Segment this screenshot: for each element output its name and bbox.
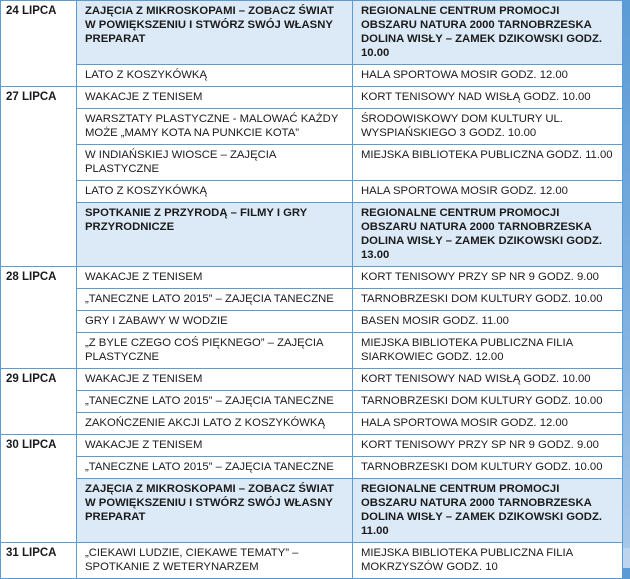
place-cell: TARNOBRZESKI DOM KULTURY GODZ. 10.00 xyxy=(353,457,623,479)
event-cell: GRY I ZABAWY W WODZIE xyxy=(77,311,353,333)
event-cell: WAKACJE Z TENISEM xyxy=(77,369,353,391)
date-cell: 27 LIPCA xyxy=(1,87,77,267)
event-cell: „TANECZNE LATO 2015” – ZAJĘCIA TANECZNE xyxy=(77,391,353,413)
place-cell: HALA SPORTOWA MOSIR GODZ. 12.00 xyxy=(353,413,623,435)
event-cell: ZAJĘCIA Z MIKROSKOPAMI – ZOBACZ ŚWIAT W POWIĘKSZENIU I STWÓRZ SWÓJ WŁASNY PREPARAT xyxy=(77,1,353,65)
event-cell: SPOTKANIE Z PRZYRODĄ – FILMY I GRY PRZYRODNICZE xyxy=(77,203,353,267)
place-cell: TARNOBRZESKI DOM KULTURY GODZ. 10.00 xyxy=(353,289,623,311)
event-cell: ZAKOŃCZENIE AKCJI LATO Z KOSZYKÓWKĄ xyxy=(77,413,353,435)
place-cell: REGIONALNE CENTRUM PROMOCJI OBSZARU NATURA 2000 TARNOBRZESKA DOLINA WISŁY – ZAMEK DZIKOWSKI GODZ. 13.00 xyxy=(353,203,623,267)
table-row xyxy=(1,289,623,311)
schedule-body xyxy=(1,1,623,579)
table-row xyxy=(1,65,623,87)
table-row xyxy=(1,457,623,479)
place-cell: ŚRODOWISKOWY DOM KULTURY UL. WYSPIAŃSKIEGO 3 GODZ. 10.00 xyxy=(353,109,623,145)
place-cell: KORT TENISOWY NAD WISŁĄ GODZ. 10.00 xyxy=(353,87,623,109)
table-row xyxy=(1,391,623,413)
event-cell: LATO Z KOSZYKÓWKĄ xyxy=(77,65,353,87)
table-row xyxy=(1,543,623,579)
table-row xyxy=(1,109,623,145)
event-cell: WARSZTATY PLASTYCZNE - MALOWAĆ KAŻDY MOŻE „MAMY KOTA NA PUNKCIE KOTA” xyxy=(77,109,353,145)
place-cell: KORT TENISOWY PRZY SP NR 9 GODZ. 9.00 xyxy=(353,435,623,457)
place-cell: HALA SPORTOWA MOSIR GODZ. 12.00 xyxy=(353,181,623,203)
place-cell: HALA SPORTOWA MOSIR GODZ. 12.00 xyxy=(353,65,623,87)
table-row xyxy=(1,181,623,203)
place-cell: KORT TENISOWY NAD WISŁĄ GODZ. 10.00 xyxy=(353,369,623,391)
place-cell: REGIONALNE CENTRUM PROMOCJI OBSZARU NATURA 2000 TARNOBRZESKA DOLINA WISŁY – ZAMEK DZIKOWSKI GODZ. 11.00 xyxy=(353,479,623,543)
event-cell: „Z BYLE CZEGO COŚ PIĘKNEGO” – ZAJĘCIA PLASTYCZNE xyxy=(77,333,353,369)
place-cell: BASEN MOSIR GODZ. 11.00 xyxy=(353,311,623,333)
date-cell: 31 LIPCA xyxy=(1,543,77,579)
table-row xyxy=(1,267,623,289)
place-cell: TARNOBRZESKI DOM KULTURY GODZ. 10.00 xyxy=(353,391,623,413)
table-row xyxy=(1,311,623,333)
table-row xyxy=(1,479,623,543)
place-cell: MIEJSKA BIBLIOTEKA PUBLICZNA FILIA MOKRZYSZÓW GODZ. 10 xyxy=(353,543,623,579)
event-cell: „CIEKAWI LUDZIE, CIEKAWE TEMATY” – SPOTKANIE Z WETERYNARZEM xyxy=(77,543,353,579)
table-row xyxy=(1,203,623,267)
table-row xyxy=(1,145,623,181)
event-cell: WAKACJE Z TENISEM xyxy=(77,87,353,109)
place-cell: MIEJSKA BIBLIOTEKA PUBLICZNA GODZ. 11.00 xyxy=(353,145,623,181)
date-cell: 30 LIPCA xyxy=(1,435,77,543)
table-row xyxy=(1,413,623,435)
event-cell: LATO Z KOSZYKÓWKĄ xyxy=(77,181,353,203)
place-cell: KORT TENISOWY PRZY SP NR 9 GODZ. 9.00 xyxy=(353,267,623,289)
table-row xyxy=(1,369,623,391)
event-cell: W INDIAŃSKIEJ WIOSCE – ZAJĘCIA PLASTYCZNE xyxy=(77,145,353,181)
date-cell: 29 LIPCA xyxy=(1,369,77,435)
place-cell: REGIONALNE CENTRUM PROMOCJI OBSZARU NATURA 2000 TARNOBRZESKA DOLINA WISŁY – ZAMEK DZIKOWSKI GODZ. 10.00 xyxy=(353,1,623,65)
place-cell: MIEJSKA BIBLIOTEKA PUBLICZNA FILIA SIARKOWIEC GODZ. 12.00 xyxy=(353,333,623,369)
table-row xyxy=(1,87,623,109)
event-cell: ZAJĘCIA Z MIKROSKOPAMI – ZOBACZ ŚWIAT W POWIĘKSZENIU I STWÓRZ SWÓJ WŁASNY PREPARAT xyxy=(77,479,353,543)
event-cell: „TANECZNE LATO 2015” – ZAJĘCIA TANECZNE xyxy=(77,457,353,479)
table-row xyxy=(1,333,623,369)
event-cell: WAKACJE Z TENISEM xyxy=(77,435,353,457)
table-row xyxy=(1,435,623,457)
event-cell: „TANECZNE LATO 2015” – ZAJĘCIA TANECZNE xyxy=(77,289,353,311)
event-cell: WAKACJE Z TENISEM xyxy=(77,267,353,289)
date-cell: 28 LIPCA xyxy=(1,267,77,369)
table-row xyxy=(1,1,623,65)
date-cell: 24 LIPCA xyxy=(1,1,77,87)
